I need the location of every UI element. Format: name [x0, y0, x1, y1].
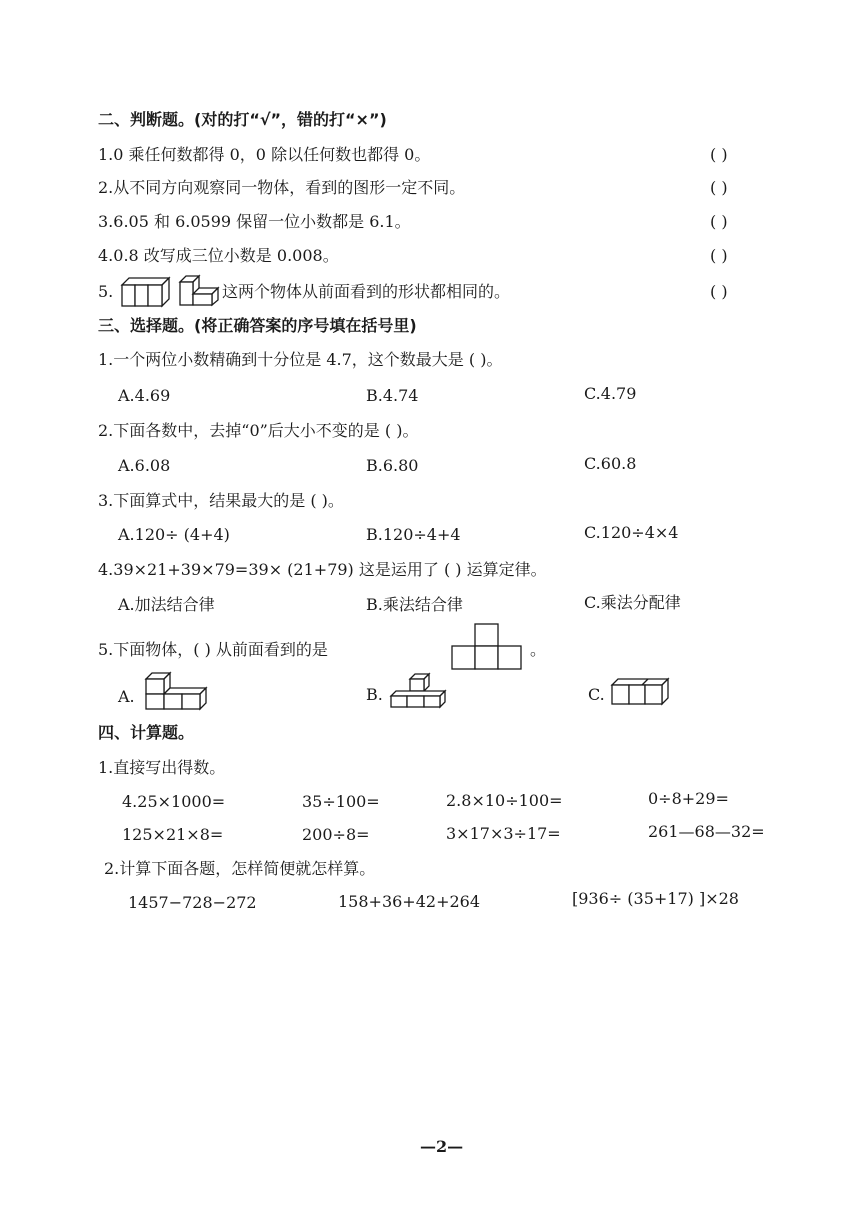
calc-sub2-item-3: [936÷ (35+17) ]×28	[572, 889, 739, 908]
choice-q2-option-b[interactable]: B.6.80	[366, 456, 419, 475]
judge-item-3: 3.6.05 和 6.0599 保留一位小数都是 6.1。	[98, 212, 411, 231]
choice-q3-option-b[interactable]: B.120÷4+4	[366, 525, 461, 544]
cube-figure-l-shape	[180, 274, 220, 306]
choice-q2: 2.下面各数中，去掉“0”后大小不变的是 ( )。	[98, 421, 419, 440]
judge-answer-3[interactable]: ( )	[710, 212, 728, 231]
section2-title: 二、判断题。(对的打“√”，错的打“×”)	[98, 110, 387, 129]
judge-item-5: 这两个物体从前面看到的形状都相同的。	[222, 282, 511, 301]
judge-answer-1[interactable]: ( )	[710, 145, 728, 164]
choice-q3-option-c[interactable]: C.120÷4×4	[584, 523, 679, 542]
judge-answer-4[interactable]: ( )	[710, 246, 728, 265]
judge-item-5-number: 5.	[98, 282, 114, 301]
calc-sub2-title: 2.计算下面各题，怎样简便就怎样算。	[104, 859, 376, 878]
front-view-figure	[451, 624, 523, 670]
judge-item-1: 1.0 乘任何数都得 0，0 除以任何数也都得 0。	[98, 145, 431, 164]
calc-r2-1: 125×21×8=	[122, 825, 224, 844]
judge-item-4: 4.0.8 改写成三位小数是 0.008。	[98, 246, 339, 265]
choice-q5: 5.下面物体，( ) 从前面看到的是	[98, 640, 328, 659]
choice-q4-option-a[interactable]: A.加法结合律	[118, 595, 215, 614]
choice-q1-option-c[interactable]: C.4.79	[584, 384, 637, 403]
section3-title: 三、选择题。(将正确答案的序号填在括号里)	[98, 316, 417, 335]
calc-r1-3: 2.8×10÷100=	[446, 791, 563, 810]
choice-q1: 1.一个两位小数精确到十分位是 4.7，这个数最大是 ( )。	[98, 350, 503, 369]
calc-r1-2: 35÷100=	[302, 792, 380, 811]
judge-answer-2[interactable]: ( )	[710, 178, 728, 197]
judge-answer-5[interactable]: ( )	[710, 282, 728, 301]
choice-q3-option-a[interactable]: A.120÷ (4+4)	[118, 525, 230, 544]
choice-q5-option-b-figure	[391, 672, 447, 708]
calc-r2-4: 261—68—32=	[648, 822, 765, 841]
choice-q5-option-a[interactable]: A.	[118, 687, 135, 706]
calc-r2-2: 200÷8=	[302, 825, 370, 844]
choice-q5-option-c[interactable]: C.	[588, 685, 605, 704]
choice-q5-option-a-figure	[146, 670, 208, 710]
choice-q4-option-b[interactable]: B.乘法结合律	[366, 595, 463, 614]
calc-r1-1: 4.25×1000=	[122, 792, 226, 811]
choice-q4-option-c[interactable]: C.乘法分配律	[584, 593, 681, 612]
section4-title: 四、计算题。	[98, 723, 195, 742]
calc-sub2-item-2: 158+36+42+264	[338, 892, 481, 911]
calc-sub2-item-1: 1457−728−272	[128, 893, 257, 912]
calc-r1-4: 0÷8+29=	[648, 789, 729, 808]
calc-sub1-title: 1.直接写出得数。	[98, 758, 226, 777]
choice-q5-option-c-figure	[612, 676, 670, 706]
judge-item-2: 2.从不同方向观察同一物体，看到的图形一定不同。	[98, 178, 466, 197]
choice-q3: 3.下面算式中，结果最大的是 ( )。	[98, 491, 344, 510]
choice-q1-option-a[interactable]: A.4.69	[118, 386, 171, 405]
choice-q2-option-a[interactable]: A.6.08	[118, 456, 171, 475]
calc-r2-3: 3×17×3÷17=	[446, 824, 561, 843]
choice-q5-option-b[interactable]: B.	[366, 685, 383, 704]
page-number: —2—	[420, 1137, 464, 1156]
choice-q4: 4.39×21+39×79=39× (21+79) 这是运用了 ( ) 运算定律。	[98, 560, 547, 579]
choice-q2-option-c[interactable]: C.60.8	[584, 454, 637, 473]
cube-figure-row-of-three	[122, 278, 170, 306]
choice-q5-suffix: 。	[530, 640, 547, 659]
choice-q1-option-b[interactable]: B.4.74	[366, 386, 419, 405]
